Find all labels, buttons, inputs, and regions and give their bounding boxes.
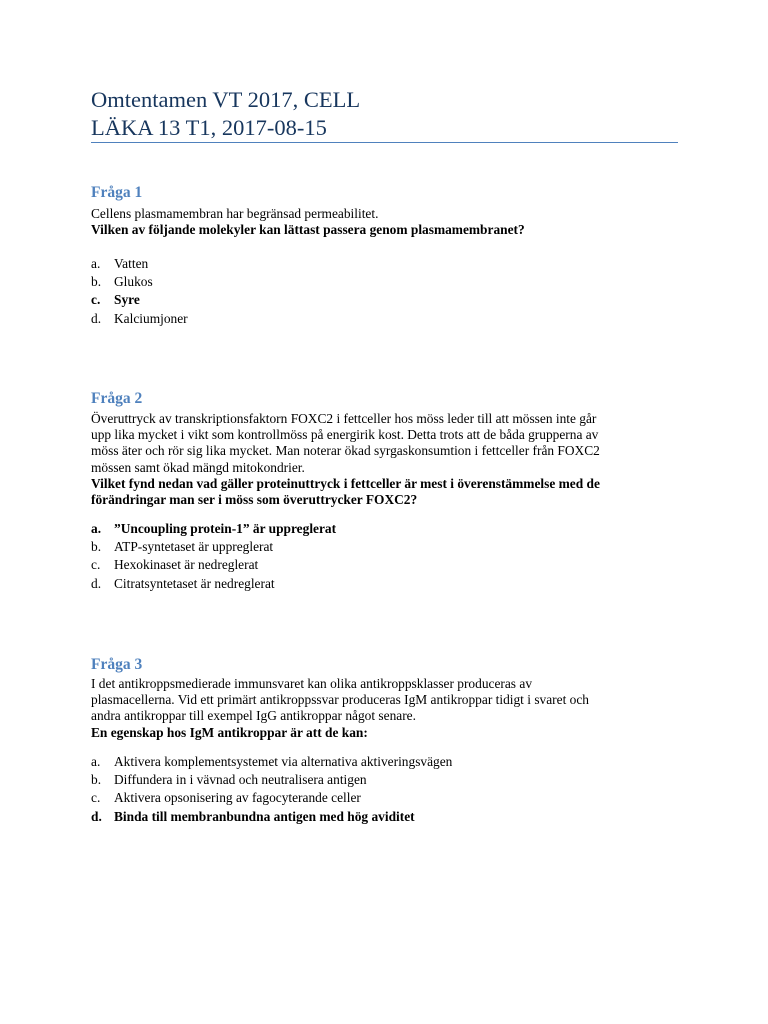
question-2-prompt-line: Vilket fynd nedan vad gäller proteinuttryck i fettceller är mest i överenstämmelse med de — [91, 475, 600, 491]
question-2-options — [91, 520, 691, 593]
question-3-text — [91, 676, 691, 741]
title-line-1: Omtentamen VT 2017, CELL — [91, 87, 361, 112]
question-3-intro-line: plasmacellerna. Vid ett primärt antikroppssvar produceras IgM antikroppar tidigt i svaret och — [91, 692, 589, 708]
question-1-intro-line: Cellens plasmamembran har begränsad permeabilitet. — [91, 206, 379, 221]
question-3-intro-line: andra antikroppar till exempel IgG antikroppar något senare. — [91, 708, 416, 724]
option-1a: a. Vatten — [91, 256, 149, 271]
question-1-prompt-line: Vilken av följande molekyler kan lättast passera genom plasmamembranet? — [91, 222, 525, 238]
question-2-intro-line: möss äter och rör sig lika mycket. Man noterar ökad syrgaskonsumtion i fettceller från FOXC2 — [91, 443, 600, 459]
question-2-intro-line: Överuttryck av transkriptionsfaktorn FOXC2 i fettceller hos möss leder till att mössen inte går — [91, 411, 597, 426]
option-3d: d. Binda till membranbundna antigen med hög aviditet — [91, 808, 415, 824]
question-1-options — [91, 255, 691, 328]
question-3-heading: Fråga 3 — [91, 656, 143, 673]
title-divider — [91, 142, 678, 143]
option-1d: d. Kalciumjoner — [91, 310, 188, 326]
title-line-2: LÄKA 13 T1, 2017-08-15 — [91, 115, 327, 140]
option-1c: c. Syre — [91, 292, 140, 308]
option-3c: c. Aktivera opsonisering av fagocyterande celler — [91, 790, 361, 806]
question-1-text — [91, 206, 691, 238]
option-3b: b. Diffundera in i vävnad och neutralisera antigen — [91, 772, 367, 788]
option-2d: d. Citratsyntetaset är nedreglerat — [91, 575, 275, 591]
question-2-prompt-line: förändringar man ser i möss som överuttrycker FOXC2? — [91, 492, 418, 508]
question-2-heading: Fråga 2 — [91, 390, 143, 407]
question-2-intro-line: upp lika mycket i vikt som kontrollmöss på energirik kost. Detta trots att de båda grupperna av — [91, 427, 599, 443]
question-3-prompt-line: En egenskap hos IgM antikroppar är att de kan: — [91, 724, 368, 740]
question-2-intro-line: mössen samt ökad mängd mitokondrier. — [91, 459, 305, 475]
option-3a: a. Aktivera komplementsystemet via alternativa aktiveringsvägen — [91, 754, 453, 769]
option-1b: b. Glukos — [91, 274, 153, 290]
question-1-heading: Fråga 1 — [91, 184, 143, 201]
question-2-text — [91, 411, 691, 508]
question-3-intro-line: I det antikroppsmedierade immunsvaret kan olika antikroppsklasser produceras av — [91, 676, 533, 691]
document-title — [91, 86, 691, 142]
option-2b: b. ATP-syntetaset är uppreglerat — [91, 539, 274, 555]
option-2a: a. ”Uncoupling protein-1” är uppreglerat — [91, 521, 337, 536]
question-3-options — [91, 753, 691, 826]
option-2c: c. Hexokinaset är nedreglerat — [91, 557, 259, 573]
